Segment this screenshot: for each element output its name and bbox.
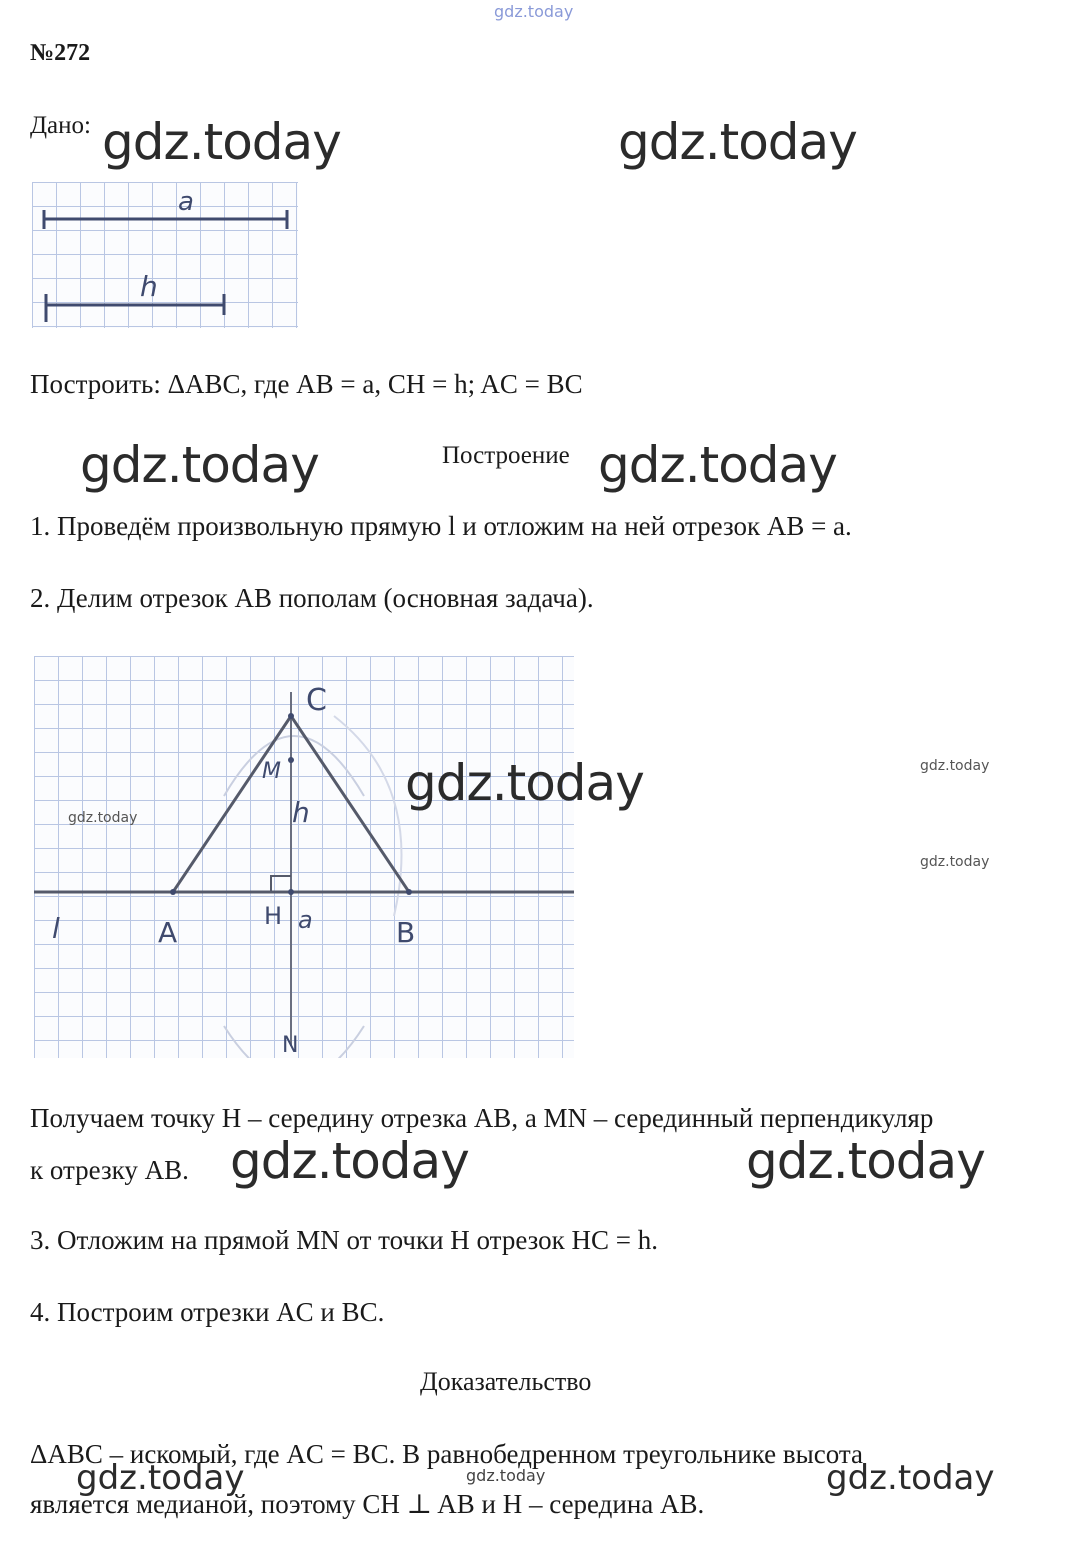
watermark-small: gdz.today	[68, 810, 138, 826]
watermark-small: gdz.today	[920, 854, 990, 870]
step-4: 4. Построим отрезки AC и BC.	[30, 1297, 385, 1327]
construction-arc	[334, 716, 402, 916]
point-a	[170, 889, 176, 895]
problem-number: №272	[30, 40, 91, 66]
given-segments	[32, 182, 298, 328]
segment-a-label: a	[178, 187, 194, 217]
result-line-2: к отрезку AB.	[30, 1155, 189, 1185]
watermark-top: gdz.today	[494, 2, 574, 21]
side-ac	[173, 716, 291, 892]
watermark: gdz.today	[76, 1458, 245, 1498]
watermark: gdz.today	[80, 436, 319, 494]
point-c	[288, 713, 294, 719]
proof-line-1: ΔABC – искомый, где AC = BC. В равнобедренном треугольнике высота	[30, 1439, 864, 1469]
right-angle-mark	[271, 876, 291, 892]
label-m: M	[262, 759, 281, 784]
label-a-segment: a	[298, 906, 313, 934]
watermark: gdz.today	[746, 1132, 985, 1190]
construction-heading: Построение	[442, 442, 570, 469]
label-c: C	[306, 683, 327, 718]
watermark: gdz.today	[618, 113, 857, 171]
label-b: B	[396, 916, 416, 949]
label-n: N	[282, 1033, 299, 1058]
proof-heading: Доказательство	[420, 1367, 592, 1396]
label-l: l	[52, 912, 60, 945]
watermark: gdz.today	[102, 113, 341, 171]
proof-line-2: является медианой, поэтому CH ⊥ AB и H – середина AB.	[30, 1489, 705, 1519]
watermark: gdz.today	[826, 1458, 995, 1498]
point-b	[406, 889, 412, 895]
given-label: Дано:	[30, 112, 91, 139]
label-a: A	[158, 916, 178, 949]
point-m	[288, 757, 294, 763]
watermark: gdz.today	[405, 754, 644, 812]
task-statement: Построить: ΔABC, где AB = a, CH = h; AC = BC	[30, 369, 583, 399]
step-1: 1. Проведём произвольную прямую l и отложим на ней отрезок AB = a.	[30, 511, 852, 541]
construction-grid	[34, 656, 574, 1058]
point-h	[288, 889, 294, 895]
label-h-point: H	[264, 902, 283, 930]
watermark-small: gdz.today	[466, 1466, 546, 1485]
watermark-small: gdz.today	[920, 758, 990, 774]
label-h-segment: h	[292, 796, 310, 829]
given-grid	[32, 182, 298, 328]
result-line-1: Получаем точку H – середину отрезка AB, а MN – серединный перпендикуляр	[30, 1103, 934, 1133]
construction-figure	[34, 656, 574, 1058]
step-3: 3. Отложим на прямой MN от точки H отрезок HC = h.	[30, 1225, 658, 1255]
segment-h-label: h	[140, 270, 158, 303]
step-2: 2. Делим отрезок AB пополам (основная задача).	[30, 583, 594, 613]
watermark: gdz.today	[598, 436, 837, 494]
watermark: gdz.today	[230, 1132, 469, 1190]
